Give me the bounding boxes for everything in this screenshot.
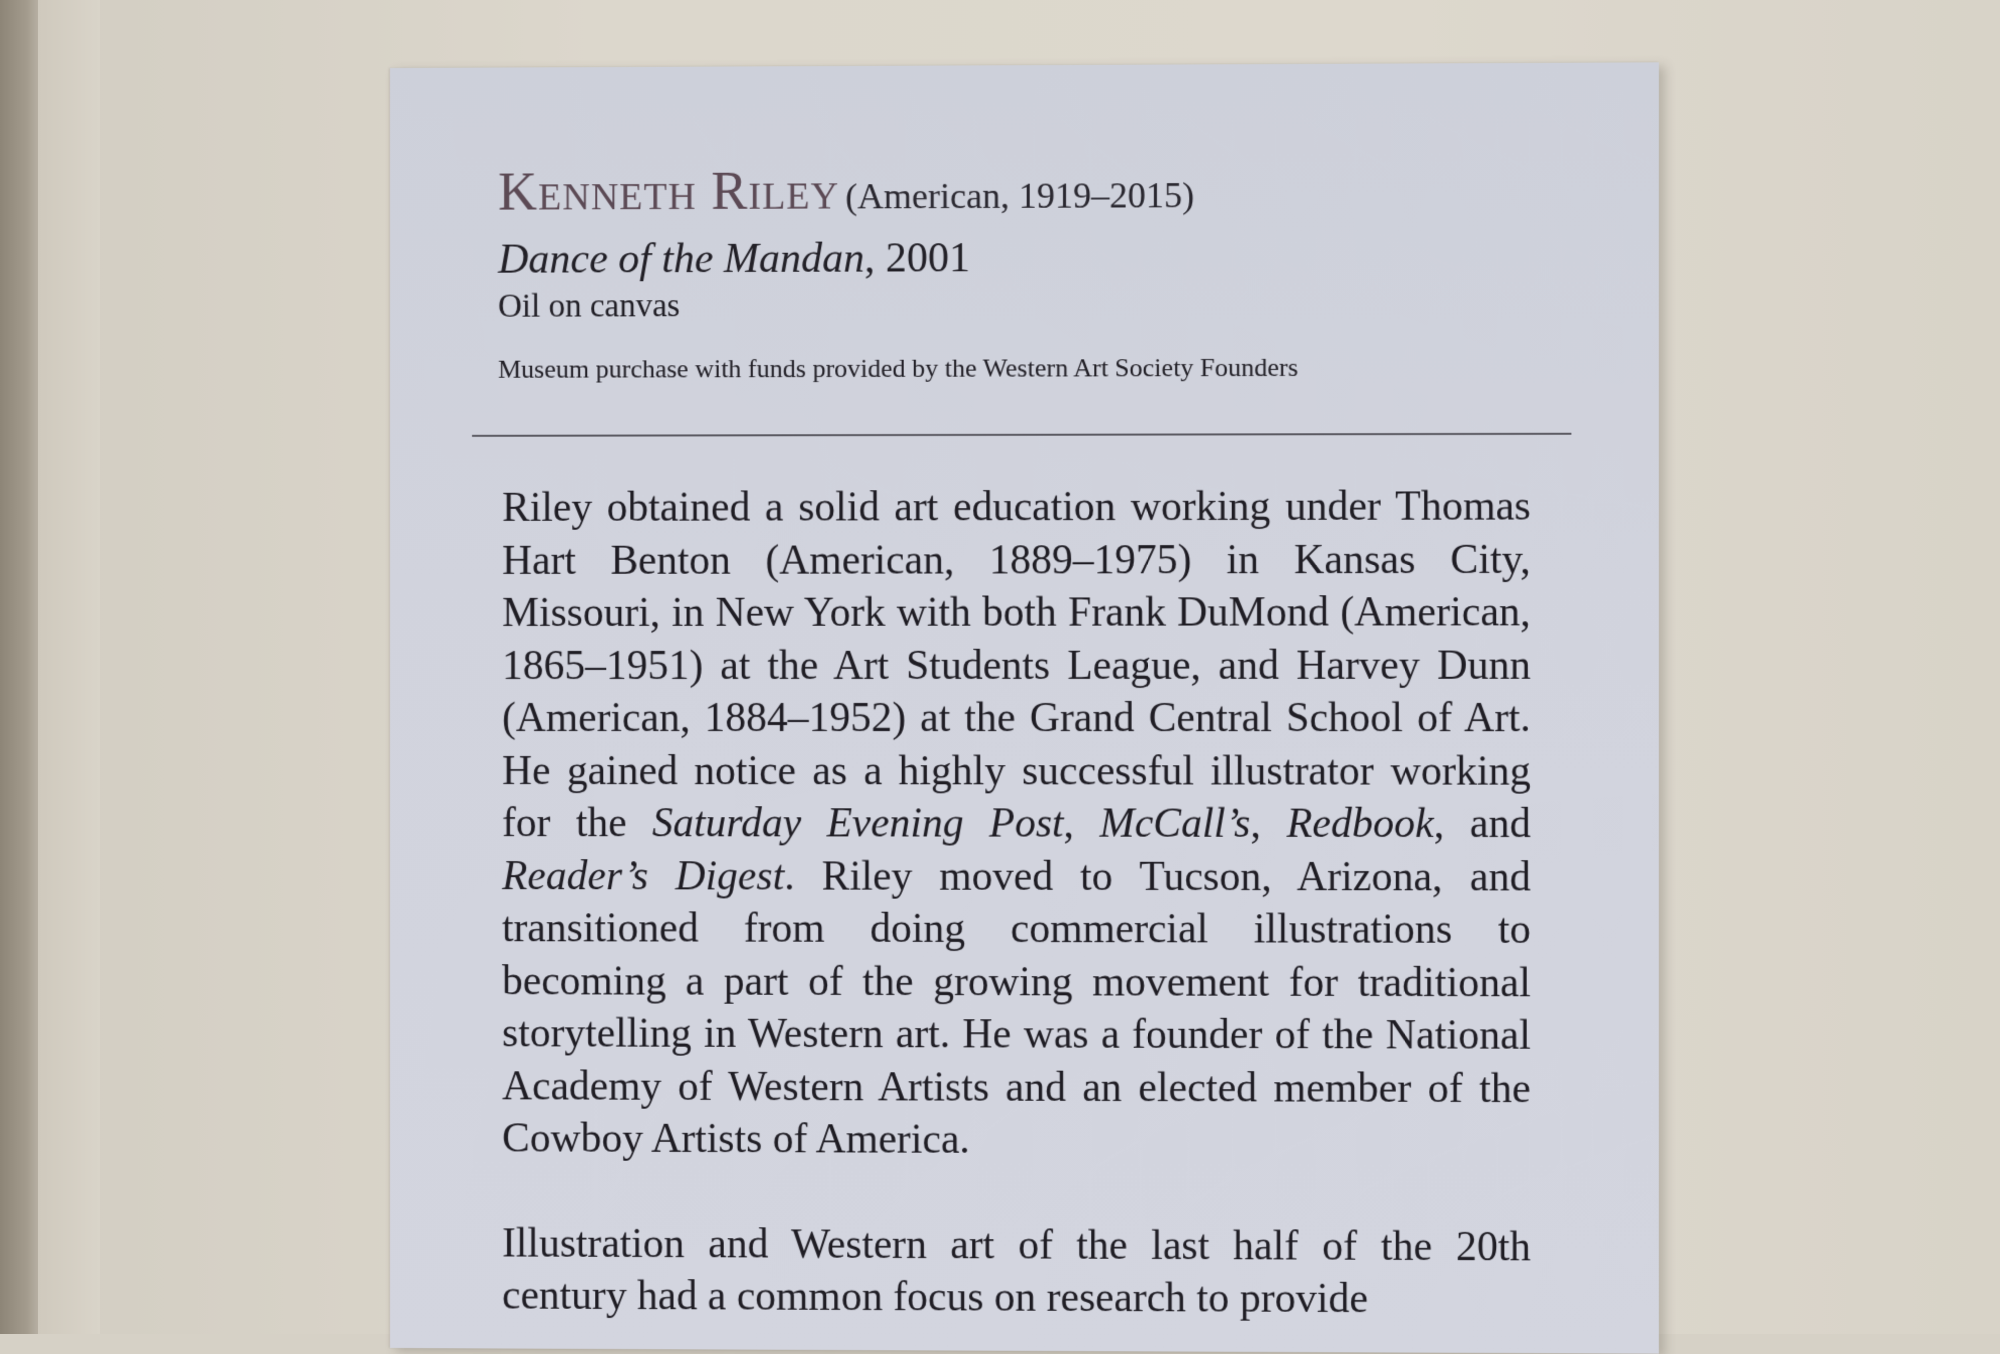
publication-mccalls: McCall’s: [1099, 799, 1251, 846]
publication-readers-digest: Reader’s Digest: [502, 851, 785, 899]
body-paragraph-1: [502, 479, 1531, 1167]
artist-dates: (American, 1919–2015): [845, 175, 1195, 217]
separator-2: ,: [1250, 799, 1287, 846]
wall-shadow-edge: [0, 0, 38, 1334]
publication-redbook: Redbook: [1286, 799, 1434, 846]
credit-line: Museum purchase with funds provided by the Western Art Society Founders: [498, 352, 1299, 384]
artwork-year: , 2001: [864, 235, 971, 282]
paragraph-1-text-b: . Riley moved to Tucson, Arizona, and transitioned from doing commercial illustrations to becoming a part of the growing movement for traditional storytelling in Western art. He was a founder of the National Academy of Western Artists and an elected member of the Cowboy Artists of America.: [502, 851, 1531, 1162]
publication-saturday-evening-post: Saturday Evening Post: [652, 799, 1064, 846]
label-header: [498, 158, 1588, 386]
artwork-title: Dance of the Mandan: [498, 235, 865, 283]
paragraph-1-text-a: Riley obtained a solid art education working under Thomas Hart Benton (American, 1889–1975) in Kansas City, Missouri, in New York with both Frank DuMond (American, 1865–1951) at the Art Students League, and Harvey Dunn (American, 1884–1952) at the Grand Central School of Art. He gained notice as a highly successful illustrator working for the: [502, 482, 1531, 846]
museum-label-panel: [390, 62, 1659, 1353]
separator-1: ,: [1063, 799, 1100, 846]
divider-rule: [472, 433, 1571, 437]
wall-edge-strip: [38, 0, 100, 1334]
artist-name: Kenneth Riley: [498, 160, 840, 222]
separator-3: , and: [1433, 799, 1531, 847]
label-body: [502, 479, 1531, 1325]
artwork-title-line: [498, 231, 1588, 285]
artist-line: [498, 158, 1588, 234]
body-paragraph-2: Illustration and Western art of the last half of the 20th century had a common focus on research to provide: [502, 1218, 1531, 1322]
artwork-medium: Oil on canvas: [498, 288, 680, 325]
